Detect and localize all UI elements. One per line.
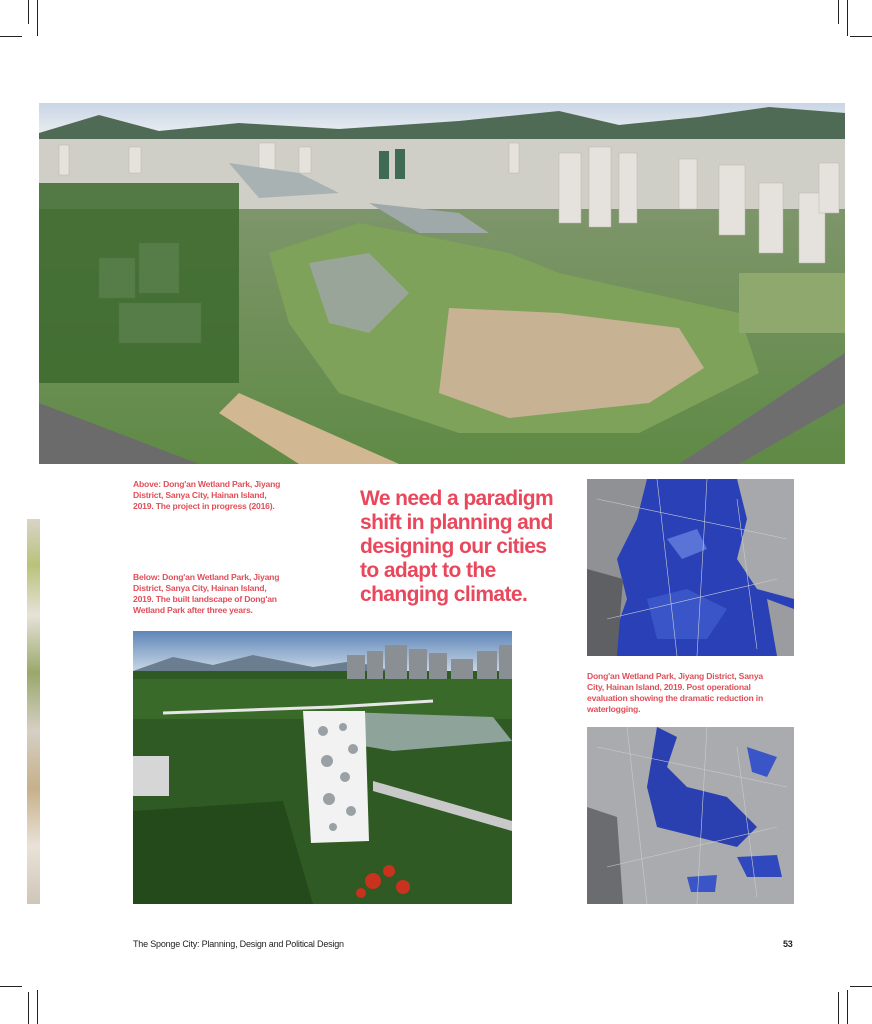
pull-quote: We need a paradigm shift in planning and designing our cities to adapt to the changing climate. [360,487,554,606]
map-after-drawing [587,727,794,904]
map-before-drawing [587,479,794,656]
map-waterlogging-after [587,727,794,904]
caption-below: Below: Dong'an Wetland Park, Jiyang District, Sanya City, Hainan Island, 2019. The built landscape of Dong'an Wetland Park after three years. [133,572,280,615]
tower-photo-drawing [133,631,512,904]
page-number: 53 [783,939,793,949]
running-footer-title: The Sponge City: Planning, Design and Political Design [133,939,344,949]
caption-maps: Dong'an Wetland Park, Jiyang District, Sanya City, Hainan Island, 2019. Post operational evaluation showing the dramatic reduction in waterlogging. [587,671,763,714]
map-waterlogging-before [587,479,794,656]
photo-wetland-park-tower [133,631,512,904]
aerial-photo-wetland-park-2016 [39,103,845,464]
facing-page-bleed-image [27,519,40,904]
aerial-photo-drawing [39,103,845,464]
caption-above: Above: Dong'an Wetland Park, Jiyang District, Sanya City, Hainan Island, 2019. The project in progress (2016). [133,479,281,511]
